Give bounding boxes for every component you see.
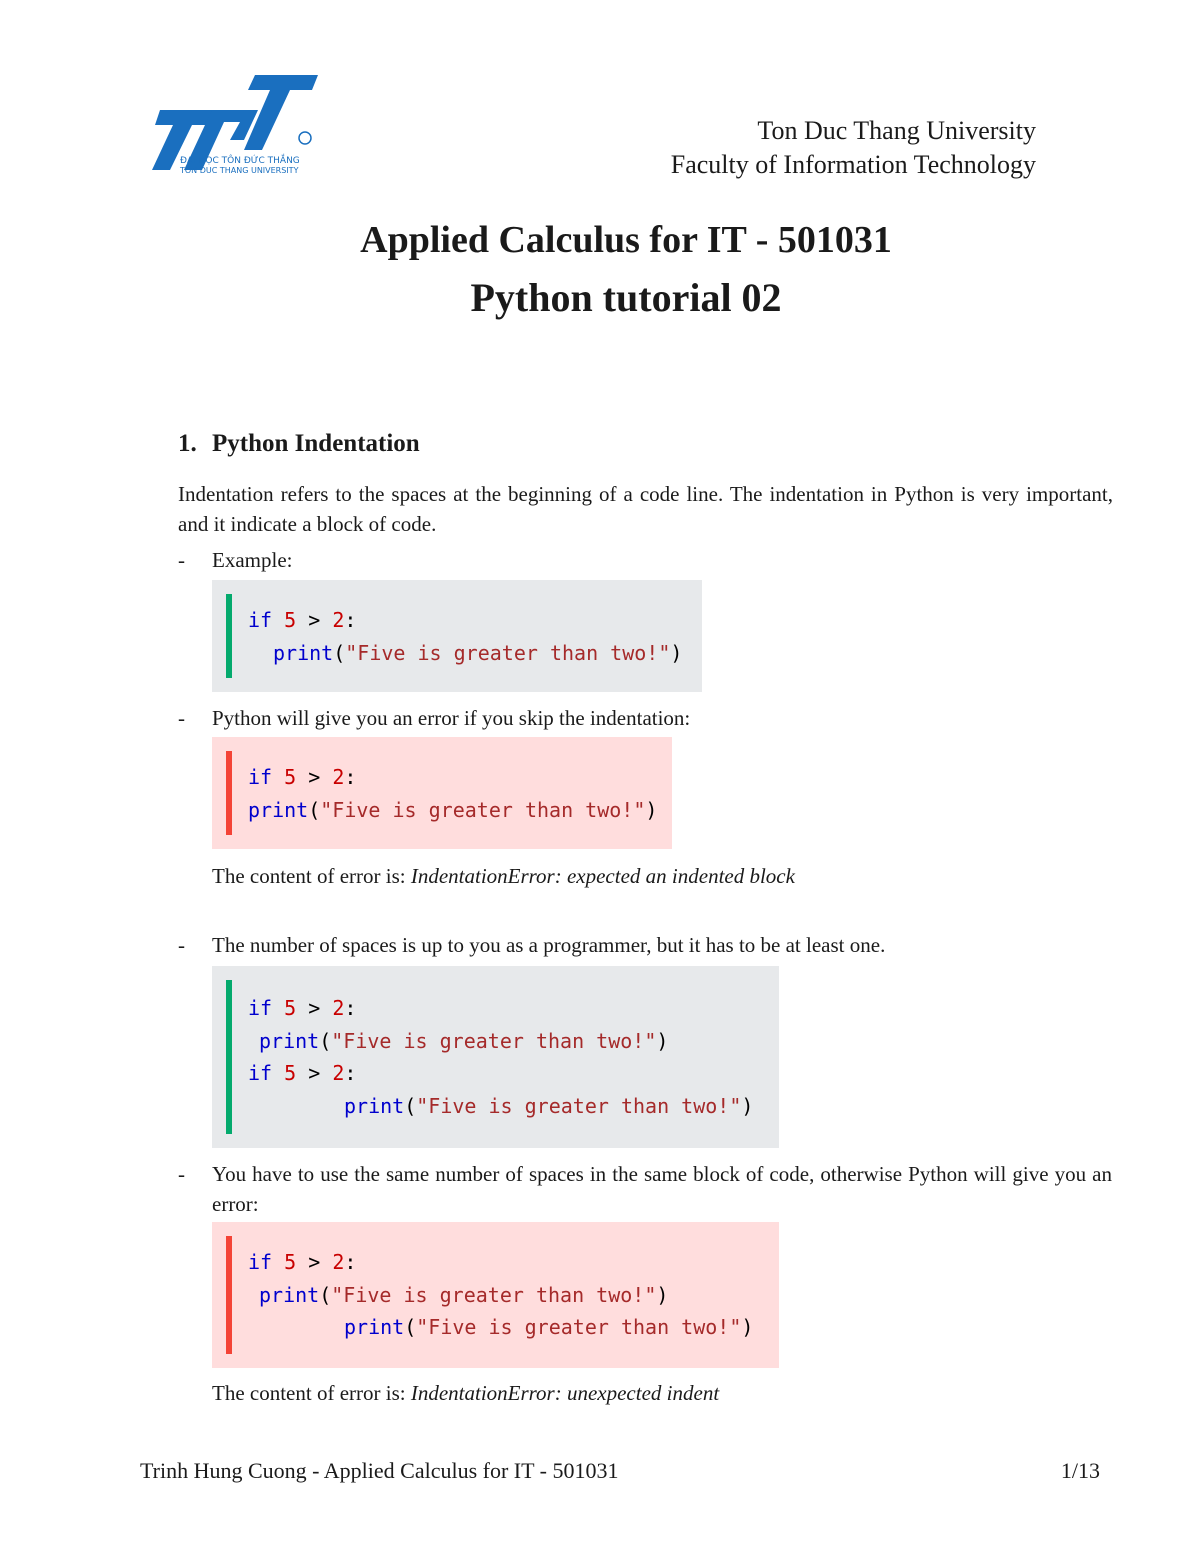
error-message: IndentationError: expected an indented block [410,864,795,888]
svg-text:TON DUC THANG UNIVERSITY: TON DUC THANG UNIVERSITY [180,166,299,175]
svg-text:ĐẠI HỌC TÔN ĐỨC THẮNG: ĐẠI HỌC TÔN ĐỨC THẮNG [180,156,300,166]
bullet-text: You have to use the same number of spaces in the same block of code, otherwise Python will give you an error: [212,1162,1112,1216]
code-line: print("Five is greater than two!") [273,641,683,665]
bullet-skip-indent [178,703,1078,733]
tutorial-title: Python tutorial 02 [470,275,782,320]
code-line: if 5 > 2: [248,1250,357,1274]
bullet-text: The number of spaces is up to you as a programmer, but it has to be at least one. [212,933,886,957]
code-example-correct [212,580,702,692]
bullet-same-spaces [178,1159,1113,1219]
bullet-dash: - [178,933,185,957]
code-line: print("Five is greater than two!") [259,1029,669,1053]
code-example-error-unexpected-indent [212,1222,779,1368]
intro-paragraph: Indentation refers to the spaces at the beginning of a code line. The indentation in Python is very important, and it indicate a block of code. [178,482,1113,536]
code-line: print("Five is greater than two!") [344,1315,754,1339]
code-line: print("Five is greater than two!") [248,798,658,822]
faculty-name: Faculty of Information Technology [670,150,1036,179]
bullet-dash: - [178,1162,185,1186]
section-title: Python Indentation [212,430,420,457]
error-message: IndentationError: unexpected indent [410,1381,720,1405]
bullet-dash: - [178,548,185,572]
bullet-text: Example: [212,548,293,572]
footer-author-course: Trinh Hung Cuong - Applied Calculus for IT - 501031 [140,1458,619,1483]
code-example-error-no-indent [212,737,672,849]
code-line: if 5 > 2: [248,1061,357,1085]
code-line: if 5 > 2: [248,996,357,1020]
university-logo [140,70,325,180]
bullet-dash: - [178,706,185,730]
code-line: if 5 > 2: [248,765,357,789]
error-note-1 [212,861,795,891]
error-prefix: The content of error is: [212,1381,411,1405]
tdt-logo-icon [140,70,325,180]
university-name: Ton Duc Thang University [757,116,1036,145]
header-institution [671,114,1036,182]
section-number: 1. [178,430,197,457]
course-title: Applied Calculus for IT - 501031 [360,219,892,261]
footer-page-number: 1/13 [1060,1458,1100,1483]
error-note-2 [212,1378,719,1408]
section-heading [178,430,420,458]
code-example-variable-spaces [212,966,779,1148]
bullet-spaces-count [178,930,1078,960]
error-prefix: The content of error is: [212,864,411,888]
code-line: print("Five is greater than two!") [344,1094,754,1118]
code-line: print("Five is greater than two!") [259,1283,669,1307]
code-line: if 5 > 2: [248,608,357,632]
bullet-text: Python will give you an error if you skip the indentation: [212,706,691,730]
bullet-example [178,545,1078,575]
